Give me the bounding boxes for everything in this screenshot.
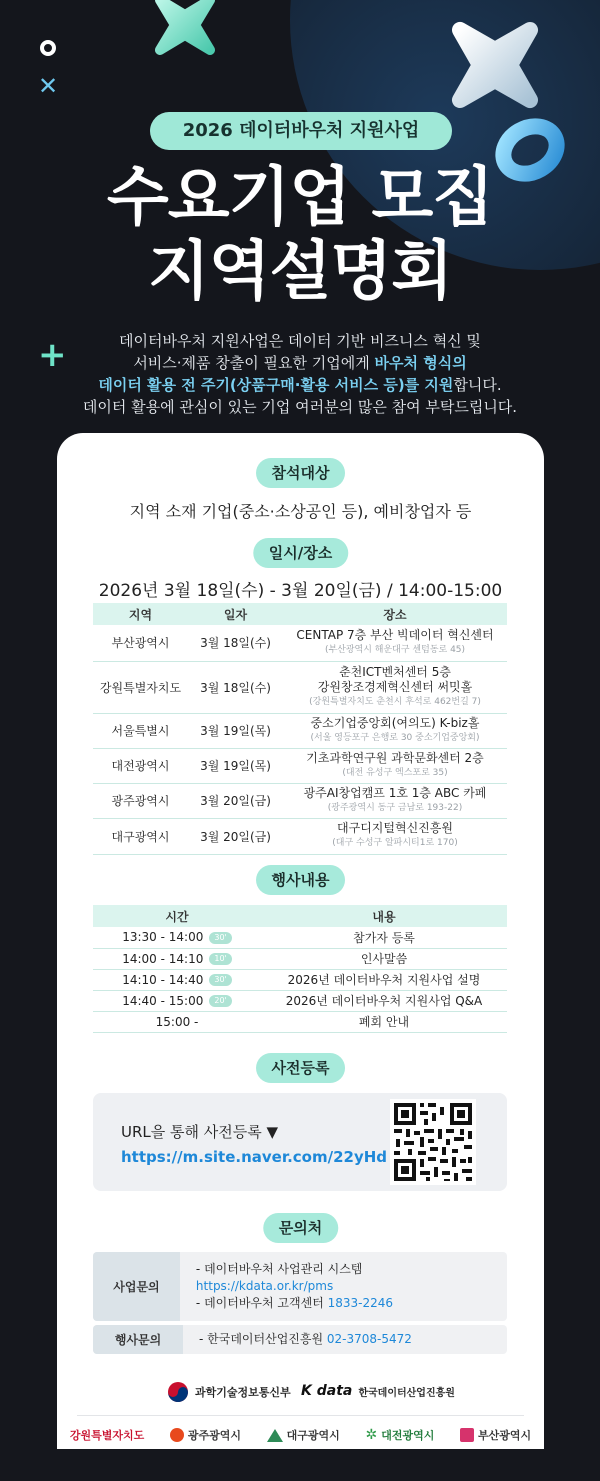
contact-key: 행사문의 (93, 1325, 183, 1354)
gwangju-logo: 광주광역시 (170, 1427, 241, 1443)
region-cell: 강원특별자치도 (93, 661, 188, 713)
date-cell: 3월 20일(금) (188, 818, 283, 854)
contact-value: - 데이터바우처 사업관리 시스템 https://kdata.or.kr/pms - 데이터바우처 고객센터 1833-2246 (195, 1262, 394, 1310)
table-row (93, 713, 507, 748)
intro-line: 서비스·제품 창출이 필요한 기업에게 바우처 형식의 (133, 354, 467, 372)
organizer-logos (57, 1367, 544, 1417)
kdata-logo: K data 한국데이터산업진흥원 (301, 1383, 455, 1399)
contact-value: - 한국데이터산업진흥원 02-3708-5472 (199, 1332, 412, 1346)
column-header: 내용 (261, 905, 507, 927)
table-row (93, 1011, 507, 1032)
table-row (93, 625, 507, 661)
table-row (93, 783, 507, 818)
venue-cell: 광주AI창업캠프 1호 1층 ABC 카페 (광주광역시 동구 금남로 193-22) (283, 783, 507, 818)
intro-line: 데이터 활용 전 주기(상품구매·활용 서비스 등)를 지원합니다. (98, 376, 502, 394)
x-icon: ✕ (38, 72, 59, 100)
region-cell: 대전광역시 (93, 748, 188, 783)
table-row (93, 990, 507, 1011)
duration-badge: 20' (209, 995, 231, 1007)
time-cell: 14:00 - 14:10 10' (93, 948, 261, 969)
page-title: 수요기업 모집 (106, 161, 494, 235)
daejeon-logo: ✲ 대전광역시 (365, 1427, 435, 1443)
section-schedule-label: 일시/장소 (253, 538, 348, 568)
registration-box (93, 1093, 507, 1191)
attendees-text: 지역 소재 기업(중소·소상공인 등), 예비창업자 등 (129, 502, 472, 521)
table-row (93, 948, 507, 969)
column-header: 시간 (93, 905, 261, 927)
section-attendees-label: 참석대상 (256, 458, 346, 488)
schedule-datetime: 2026년 3월 18일(수) - 3월 20일(금) / 14:00-15:00 (98, 581, 503, 601)
contact-row (93, 1252, 507, 1321)
time-cell: 14:40 - 15:00 20' (93, 990, 261, 1011)
duration-badge: 30' (209, 932, 231, 944)
content-cell: 2026년 데이터바우처 지원사업 설명 (261, 969, 507, 990)
section-program-label: 행사내용 (256, 865, 346, 895)
column-header: 지역 (93, 603, 188, 625)
region-cell: 서울특별시 (93, 713, 188, 748)
date-cell: 3월 20일(금) (188, 783, 283, 818)
circle-icon (40, 40, 56, 56)
gangwon-logo: 강원특별자치도 (69, 1429, 145, 1442)
region-cell: 광주광역시 (93, 783, 188, 818)
plus-icon: + (38, 335, 67, 375)
intro-line: 데이터바우처 지원사업은 데이터 기반 비즈니스 혁신 및 (119, 332, 481, 350)
venue-cell: 춘천ICT벤처센터 5층 강원창조경제혁신센터 써밋홀 (강원특별자치도 춘천시 후석로 462번길 7) (283, 661, 507, 713)
table-header (93, 905, 507, 927)
gwangju-emblem-icon (170, 1428, 184, 1442)
duration-badge: 30' (209, 974, 231, 986)
registration-link[interactable]: https://m.site.naver.com/22yHd (121, 1148, 388, 1166)
time-cell: 13:30 - 14:00 30' (93, 927, 261, 948)
page-title-line2: 지역설명회 (147, 235, 453, 309)
table-row (93, 927, 507, 948)
program-table (93, 905, 507, 1033)
region-cell: 부산광역시 (93, 625, 188, 661)
content-cell: 2026년 데이터바우처 지원사업 Q&A (261, 990, 507, 1011)
section-registration-label: 사전등록 (256, 1053, 346, 1083)
table-row (93, 661, 507, 713)
venue-cell: 중소기업중앙회(여의도) K-biz홀 (서울 영등포구 은행로 30 중소기업중앙회) (283, 713, 507, 748)
footer (57, 1367, 544, 1449)
intro-text (60, 330, 540, 418)
white-cross-shape (440, 10, 550, 120)
section-contact-label: 문의처 (263, 1213, 338, 1243)
table-row (93, 748, 507, 783)
pms-link[interactable]: https://kdata.or.kr/pms (195, 1279, 334, 1293)
date-cell: 3월 19일(목) (188, 713, 283, 748)
table-row (93, 969, 507, 990)
column-header: 장소 (283, 603, 507, 625)
date-cell: 3월 18일(수) (188, 625, 283, 661)
hero-banner (0, 0, 600, 440)
venue-cell: 대구디지털혁신진흥원 (대구 수성구 알파시티1로 170) (283, 818, 507, 854)
qr-code[interactable] (390, 1099, 476, 1185)
daejeon-emblem-icon: ✲ (365, 1427, 378, 1443)
content-cell: 인사말씀 (261, 948, 507, 969)
contact-row (93, 1325, 507, 1354)
venue-cell: CENTAP 7층 부산 빅데이터 혁신센터 (부산광역시 해운대구 센텀동로 45) (283, 625, 507, 661)
time-cell: 14:10 - 14:40 30' (93, 969, 261, 990)
contact-key: 사업문의 (93, 1252, 180, 1321)
registration-text: URL을 통해 사전등록 ▼ (121, 1123, 279, 1141)
intro-line: 데이터 활용에 관심이 있는 기업 여러분의 많은 참여 부탁드립니다. (82, 398, 518, 416)
venue-table (93, 603, 507, 855)
busan-logo: 부산광역시 (460, 1427, 531, 1443)
phone-number[interactable]: 1833-2246 (327, 1296, 394, 1310)
venue-cell: 기초과학연구원 과학문화센터 2층 (대전 유성구 엑스포로 35) (283, 748, 507, 783)
regional-logos (57, 1424, 544, 1446)
content-cell: 폐회 안내 (261, 1011, 507, 1032)
divider (77, 1415, 524, 1416)
content-cell: 참가자 등록 (261, 927, 507, 948)
duration-badge: 10' (209, 953, 231, 965)
table-row (93, 818, 507, 854)
phone-number[interactable]: 02-3708-5472 (326, 1332, 412, 1346)
taegeuk-icon (167, 1381, 189, 1403)
info-card (57, 433, 544, 1367)
busan-emblem-icon (460, 1428, 474, 1442)
daegu-logo: 대구광역시 (267, 1427, 340, 1443)
contact-table (93, 1252, 507, 1358)
mint-cross-shape (150, 0, 220, 60)
msit-logo: 과학기술정보통신부 (167, 1381, 291, 1403)
column-header: 일자 (188, 603, 283, 625)
time-cell: 15:00 - (93, 1011, 261, 1032)
table-header (93, 603, 507, 625)
date-cell: 3월 19일(목) (188, 748, 283, 783)
date-cell: 3월 18일(수) (188, 661, 283, 713)
daegu-emblem-icon (267, 1429, 283, 1442)
program-subtitle: 2026 데이터바우처 지원사업 (150, 112, 452, 150)
region-cell: 대구광역시 (93, 818, 188, 854)
